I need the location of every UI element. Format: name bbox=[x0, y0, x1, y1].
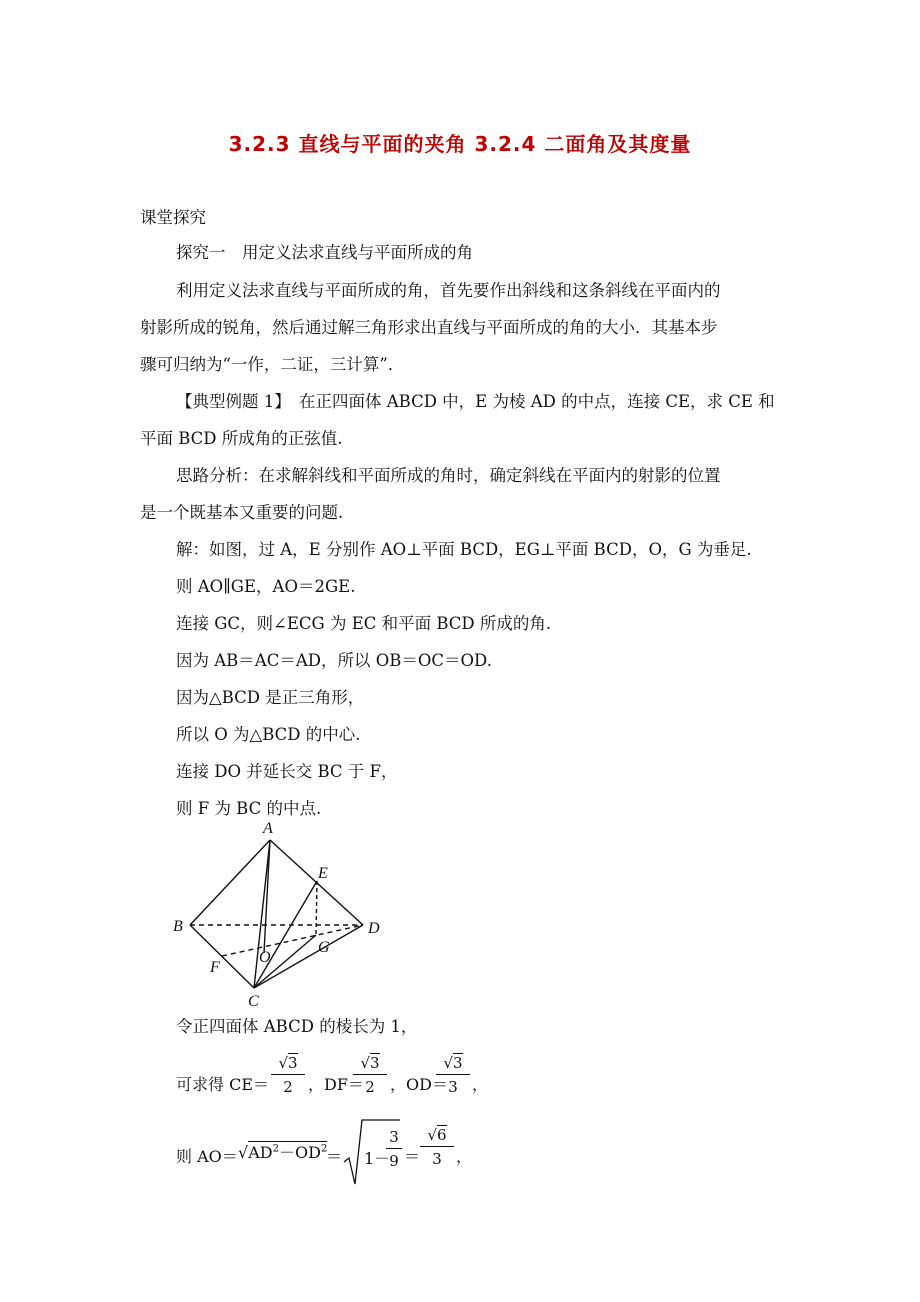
segment-ao bbox=[264, 840, 270, 953]
example-line-2: 平面 BCD 所成角的正弦值. bbox=[140, 429, 343, 448]
page-title: 3.2.3 直线与平面的夹角 3.2.4 二面角及其度量 bbox=[228, 132, 692, 156]
frac-result: $\frac{√6}{3}$ bbox=[420, 1126, 454, 1168]
frac-ce: $\frac{√3}{2}$ bbox=[271, 1054, 305, 1096]
edge-ab bbox=[190, 840, 270, 925]
analysis-line-1: 思路分析：在求解斜线和平面所成的角时，确定斜线在平面内的射影的位置 bbox=[176, 466, 721, 485]
formula1-df-label: ，DF＝ bbox=[308, 1075, 364, 1094]
intro-line-1: 利用定义法求直线与平面所成的角，首先要作出斜线和这条斜线在平面内的 bbox=[176, 281, 721, 300]
label-f: F bbox=[210, 959, 220, 976]
sqrt-sign: √ bbox=[443, 1054, 453, 1072]
frac-3-9: $\frac{3}{9}$ bbox=[386, 1128, 402, 1170]
sqrt-ad-od: $√AD^2-OD^2$ bbox=[238, 1143, 328, 1162]
formula2-suffix: ， bbox=[456, 1147, 473, 1166]
frac-od: $\frac{√3}{3}$ bbox=[436, 1054, 470, 1096]
solution-line-8: 则 F 为 BC 的中点. bbox=[176, 799, 322, 818]
intro-line-3: 骤可归纳为“一作，二证，三计算”． bbox=[140, 355, 405, 374]
sqrt-sign: √ bbox=[360, 1054, 370, 1072]
formula2-one: 1－ bbox=[364, 1149, 391, 1168]
solution-line-3: 连接 GC，则∠ECG 为 EC 和平面 BCD 所成的角. bbox=[176, 614, 552, 633]
label-g: G bbox=[318, 939, 330, 956]
formula-ao bbox=[176, 1118, 596, 1193]
label-c: C bbox=[248, 993, 259, 1010]
label-e: E bbox=[318, 865, 328, 882]
solution-line-4: 因为 AB＝AC＝AD，所以 OB＝OC＝OD. bbox=[176, 651, 492, 670]
solution-line-2: 则 AO∥GE，AO＝2GE. bbox=[176, 577, 356, 596]
solution-line-6: 所以 O 为△BCD 的中心. bbox=[176, 725, 361, 744]
formula1-od-label: ，OD＝ bbox=[390, 1075, 448, 1094]
solution-line-5: 因为△BCD 是正三角形， bbox=[176, 688, 365, 707]
label-o: O bbox=[259, 949, 271, 966]
formula1-suffix: ， bbox=[472, 1075, 489, 1094]
sqrt-sign: √ bbox=[427, 1126, 437, 1144]
intro-line-2: 射影所成的锐角，然后通过解三角形求出直线与平面所成的角的大小．其基本步 bbox=[140, 318, 718, 337]
segment-fd bbox=[222, 925, 363, 956]
label-d: D bbox=[368, 920, 380, 937]
section-heading: 课堂探究 bbox=[140, 208, 206, 227]
solution-line-7: 连接 DO 并延长交 BC 于 F， bbox=[176, 762, 398, 781]
label-a: A bbox=[263, 820, 273, 837]
formula2-eq: ＝ bbox=[326, 1147, 343, 1166]
formula2-eq2: ＝ bbox=[404, 1147, 421, 1166]
after-figure-line: 令正四面体 ABCD 的棱长为 1， bbox=[176, 1017, 418, 1036]
label-b: B bbox=[173, 918, 183, 935]
segment-eg bbox=[316, 881, 317, 935]
formula1-prefix: 可求得 CE＝ bbox=[176, 1075, 270, 1094]
sqrt-sign: √ bbox=[278, 1054, 288, 1072]
example-line-1: 【典型例题 1】 在正四面体 ABCD 中，E 为棱 AD 的中点，连接 CE，求 CE 和 bbox=[176, 392, 775, 411]
topic-heading: 探究一 用定义法求直线与平面所成的角 bbox=[176, 243, 473, 262]
formula-lengths bbox=[176, 1052, 596, 1112]
solution-line-1: 解：如图，过 A，E 分别作 AO⊥平面 BCD，EG⊥平面 BCD，O，G 为垂足. bbox=[176, 540, 752, 559]
frac-df: $\frac{√3}{2}$ bbox=[353, 1054, 387, 1096]
edge-bc bbox=[190, 925, 254, 988]
sqrt-sign: √ bbox=[238, 1143, 249, 1162]
tetrahedron-figure bbox=[168, 815, 398, 1010]
analysis-line-2: 是一个既基本又重要的问题. bbox=[140, 503, 344, 522]
formula2-prefix: 则 AO＝ bbox=[176, 1147, 238, 1166]
